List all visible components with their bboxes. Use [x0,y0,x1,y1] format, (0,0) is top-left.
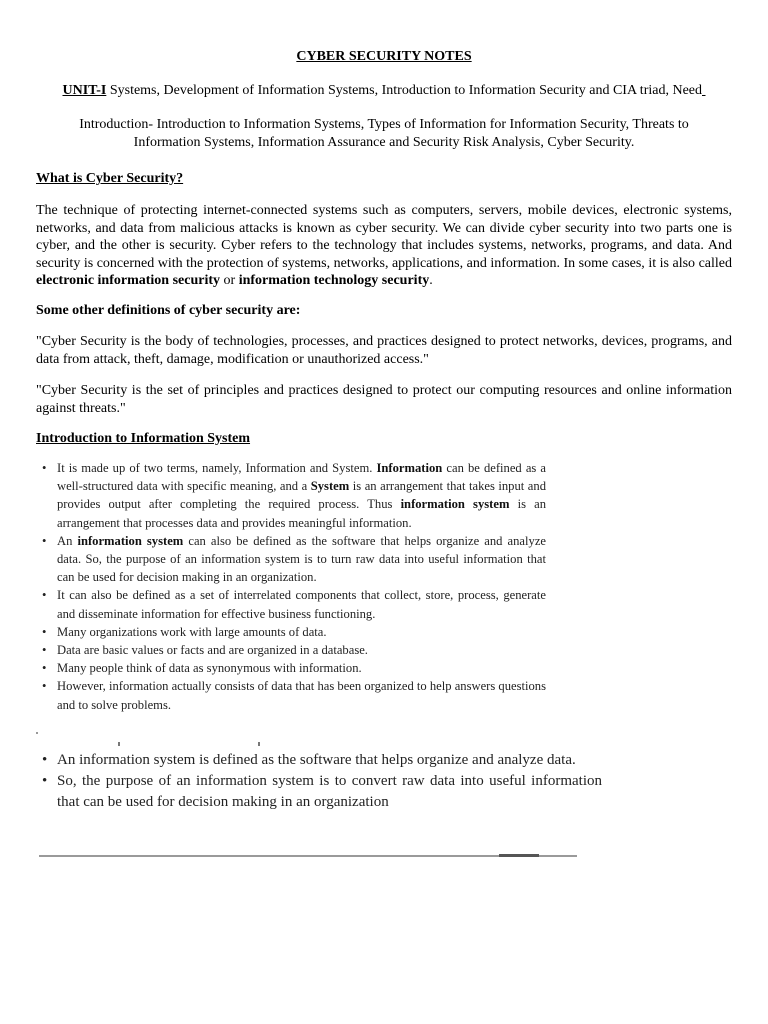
scan-divider-dark-segment [499,854,539,857]
paragraph-end: . [429,273,433,289]
unit-topics: Systems, Development of Information Systems, Introduction to Information Security and CIA triad, Need [106,83,702,98]
paragraph-text: The technique of protecting internet-connected systems such as computers, servers, mobile devices, electronic systems, networks, and data from malicious attacks is known as cyber security. We can divide cyber security into two parts one is cyber, and the other is security. Cyber refers to the technology that includes systems, networks, programs, and data. And security is concerned with the protection of systems, networks, applications, and information. In some cases, it is also called [36,203,732,271]
scan-artifact-ticks [116,742,316,748]
list-item: • An information system can also be defined as the software that helps organize and analyze data. So, the purpose of an information system is to turn raw data into useful information that can be used for decision making in an organization. [36,532,546,587]
list-item: • Data are basic values or facts and are organized in a database. [36,641,546,659]
list-item: • It can also be defined as a set of interrelated components that collect, store, process, generate and disseminate information for effective business functioning. [36,586,546,622]
heading-introduction-to-information-system: Introduction to Information System [36,431,251,446]
paragraph-text-or: or [220,273,239,289]
quote-definition-1: "Cyber Security is the body of technologies, processes, and practices designed to protect networks, devices, programs, and data from attack, theft, damage, modification or unauthorized access." [36,334,732,367]
bold-term-electronic-information-security: electronic information security [36,273,221,289]
heading-other-definitions: Some other definitions of cyber security are: [36,303,301,318]
list-item: • So, the purpose of an information system is to convert raw data into useful information that can be used for decision making in an organization [36,771,602,813]
scanned-bullet-list-2 [36,750,602,813]
quote-definition-2: "Cyber Security is the set of principles and practices designed to protect our computing resources and online information against threats." [36,383,732,416]
list-item: • Many organizations work with large amounts of data. [36,623,546,641]
list-item: • However, information actually consists of data that has been organized to help answers questions and to solve problems. [36,677,546,713]
bold-term-information-technology-security: information technology security [238,273,430,289]
unit-label: UNIT-I [62,83,107,98]
scan-artifact [36,732,38,734]
heading-what-is-cyber-security: What is Cyber Security? [36,171,184,186]
page-title: CYBER SECURITY NOTES [296,49,472,64]
paragraph-cyber-security-definition [36,202,732,290]
list-item: • It is made up of two terms, namely, Information and System. Information can be defined as a well-structured data with specific meaning, and a System is an arrangement that takes input and provides output after completing the required process. Thus information system is an arrangement that processes data and provides meaningful information. [36,459,546,532]
unit-line [36,83,732,99]
list-item: • Many people think of data as synonymous with information. [36,659,546,677]
scan-divider-line [39,855,577,857]
scanned-bullet-list-1 [36,459,546,714]
unit-introduction: Introduction- Introduction to Information Systems, Types of Information for Information Security, Threats to Information Systems, Information Assurance and Security Risk Analysis, Cyber Security. [79,117,689,150]
list-item: • An information system is defined as the software that helps organize and analyze data. [36,750,602,771]
